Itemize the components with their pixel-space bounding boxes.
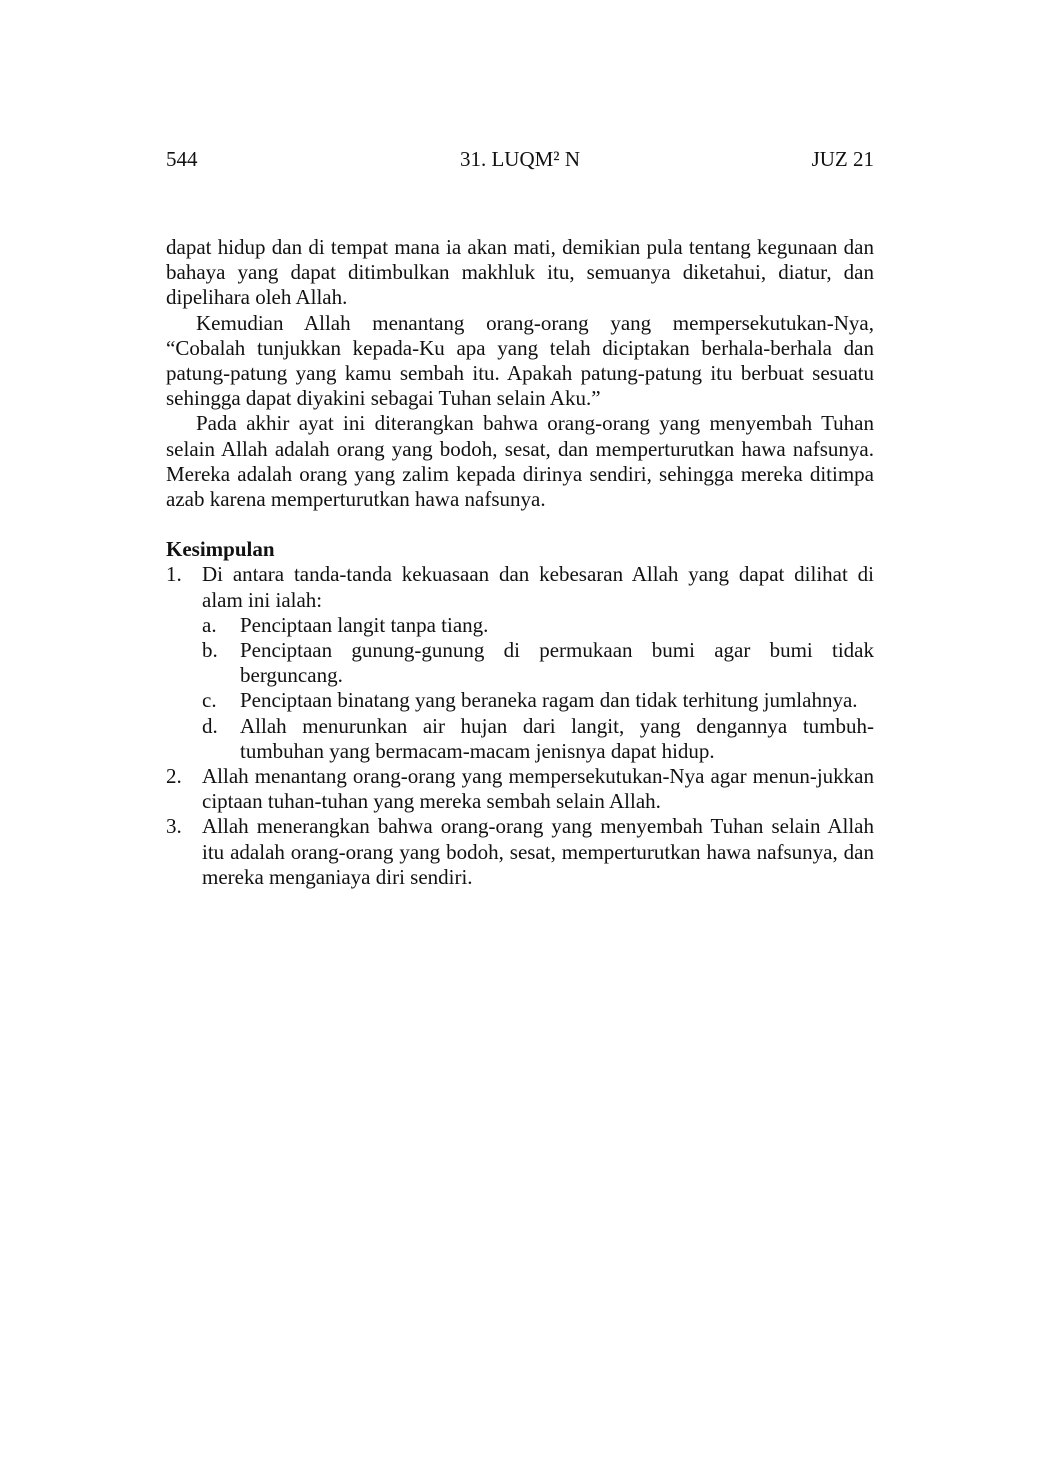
list-item (166, 814, 874, 890)
body-paragraph: dapat hidup dan di tempat mana ia akan mati, demikian pula tentang kegunaan dan bahaya yang dapat ditimbulkan makhluk itu, semuanya diketahui, diatur, dan dipelihara oleh Allah. (166, 235, 874, 310)
conclusion-list (166, 562, 874, 890)
sub-list-item (202, 638, 874, 688)
list-item-text: Allah menerangkan bahwa orang-orang yang menyembah Tuhan selain Allah itu adalah orang-orang yang bodoh, sesat, memperturutkan hawa nafsunya, dan mereka menganiaya diri sendiri. (202, 814, 874, 889)
list-item-text: Allah menantang orang-orang yang mempersekutukan-Nya agar menun-jukkan ciptaan tuhan-tuhan yang mereka sembah selain Allah. (202, 764, 874, 814)
sub-list-marker: c. (202, 688, 217, 713)
list-item (166, 562, 874, 764)
page-header (166, 146, 874, 176)
sub-list-item (202, 688, 874, 713)
page-number: 544 (166, 147, 198, 171)
sub-list-item (202, 613, 874, 638)
running-title: 31. LUQM² N (459, 147, 581, 171)
list-item (166, 764, 874, 814)
sub-list-item-text: Penciptaan gunung-gunung di permukaan bumi agar bumi tidak berguncang. (240, 638, 874, 688)
section-heading: Kesimpulan (166, 537, 275, 562)
sub-list-item-text: Penciptaan binatang yang beraneka ragam dan tidak terhitung jumlahnya. (240, 688, 858, 713)
sub-list-marker: b. (202, 638, 218, 663)
list-marker: 2. (166, 764, 182, 789)
sub-list-item-text: Penciptaan langit tanpa tiang. (240, 612, 489, 637)
list-marker: 1. (166, 562, 182, 587)
body-paragraph: Kemudian Allah menantang orang-orang yang mempersekutukan-Nya, “Cobalah tunjukkan kepada-Ku apa yang telah diciptakan berhala-berhala dan patung-patung yang kamu sembah itu. Apakah patung-patung itu berbuat sesuatu sehingga dapat diyakini sebagai Tuhan selain Aku.” (166, 310, 874, 411)
sub-list-marker: d. (202, 713, 218, 738)
juz-label: JUZ 21 (811, 147, 874, 171)
sub-list-item-text: Allah menurunkan air hujan dari langit, yang dengannya tumbuh-tumbuhan yang bermacam-macam jenisnya dapat hidup. (240, 713, 874, 763)
list-marker: 3. (166, 814, 182, 839)
list-item-text: Di antara tanda-tanda kekuasaan dan kebesaran Allah yang dapat dilihat di alam ini ialah: (202, 562, 874, 612)
sub-list (202, 613, 874, 764)
sub-list-item (202, 714, 874, 764)
body-paragraph: Pada akhir ayat ini diterangkan bahwa orang-orang yang menyembah Tuhan selain Allah adalah orang yang bodoh, sesat, dan memperturutkan hawa nafsunya. Mereka adalah orang yang zalim kepada dirinya sendiri, sehingga mereka ditimpa azab karena memperturutkan hawa nafsunya. (166, 411, 874, 512)
page-body (166, 235, 874, 890)
sub-list-marker: a. (202, 612, 217, 637)
